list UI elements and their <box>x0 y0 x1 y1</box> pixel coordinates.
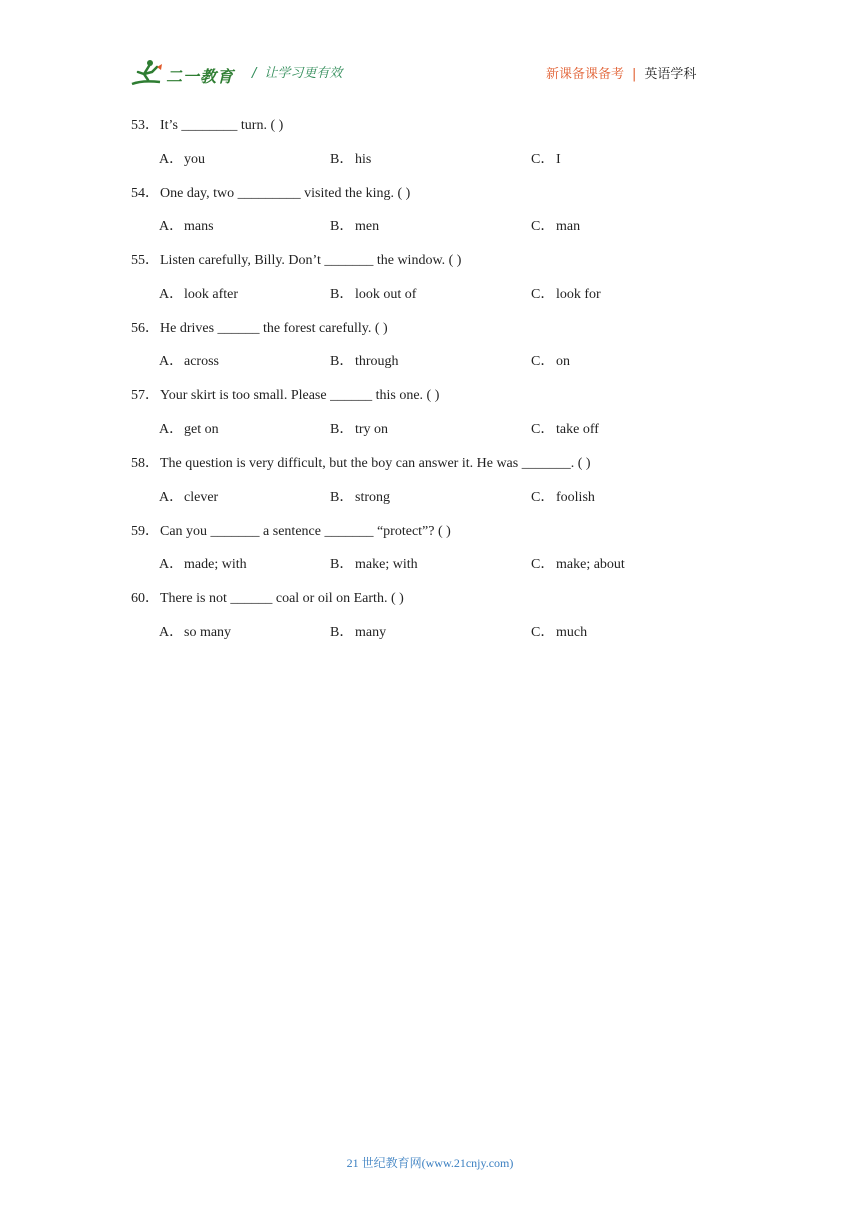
option-b: B． look out of <box>330 287 417 302</box>
option-b: B． make; with <box>330 557 418 572</box>
question-text: Listen carefully, Billy. Don’t _______ the window. ( ) <box>160 253 462 268</box>
option-b: B． through <box>330 354 399 369</box>
question-55 <box>131 249 461 269</box>
logo-text: 二一教育 <box>166 67 235 86</box>
subject-label: 英语学科 <box>644 67 697 82</box>
question-text: Your skirt is too small. Please ______ this one. ( ) <box>160 388 440 403</box>
question-59 <box>131 520 451 540</box>
option-c: C． look for <box>531 287 601 302</box>
option-a: A．made; with <box>159 557 247 572</box>
option-c: C． man <box>531 219 581 234</box>
question-number: 59． <box>131 524 159 539</box>
option-c: C． foolish <box>531 490 595 505</box>
option-a: A．so many <box>159 625 232 640</box>
question-number: 60． <box>131 591 159 606</box>
option-b: B． strong <box>330 490 390 505</box>
question-number: 56． <box>131 321 159 336</box>
logo <box>130 58 242 88</box>
slogan-text: 让学习更有效 <box>264 66 343 81</box>
header-right <box>546 63 696 82</box>
question-number: 54． <box>131 186 159 201</box>
question-number: 58． <box>131 456 159 471</box>
question-number: 57． <box>131 388 159 403</box>
course-label: 新课备课备考 <box>546 67 625 82</box>
question-57 <box>131 384 439 404</box>
option-c: C． make; about <box>531 557 625 572</box>
question-text: Can you _______ a sentence _______ “protect”? ( ) <box>160 524 451 539</box>
option-a: A．look after <box>159 287 239 302</box>
question-58 <box>131 452 591 472</box>
option-c: C． take off <box>531 422 599 437</box>
option-b: B． men <box>330 219 380 234</box>
page-footer: 21 世纪教育网(www.21cnjy.com) <box>346 1156 514 1170</box>
slogan <box>252 62 342 81</box>
option-a: A．you <box>159 152 205 167</box>
option-a: A．clever <box>159 490 219 505</box>
question-number: 53． <box>131 118 159 133</box>
page-header <box>0 0 860 100</box>
question-text: The question is very difficult, but the boy can answer it. He was _______. ( ) <box>160 456 591 471</box>
question-60 <box>131 587 404 607</box>
option-a: A．get on <box>159 422 219 437</box>
question-text: It’s ________ turn. ( ) <box>160 118 284 133</box>
question-54 <box>131 182 410 202</box>
option-c: C． on <box>531 354 570 369</box>
option-c: C． I <box>531 152 561 167</box>
question-text: He drives ______ the forest carefully. ( ) <box>160 321 388 336</box>
option-c: C． much <box>531 625 588 640</box>
question-56 <box>131 317 388 337</box>
question-number: 55． <box>131 253 159 268</box>
option-b: B． his <box>330 152 372 167</box>
slogan-slash: / <box>252 66 257 81</box>
header-separator: | <box>632 67 637 82</box>
option-b: B． try on <box>330 422 389 437</box>
question-53 <box>131 114 283 134</box>
option-a: A．across <box>159 354 219 369</box>
question-text: One day, two _________ visited the king. ( ) <box>160 186 411 201</box>
question-text: There is not ______ coal or oil on Earth. ( ) <box>160 591 404 606</box>
option-a: A．mans <box>159 219 214 234</box>
option-b: B． many <box>330 625 387 640</box>
running-man-logo-icon <box>130 58 164 88</box>
